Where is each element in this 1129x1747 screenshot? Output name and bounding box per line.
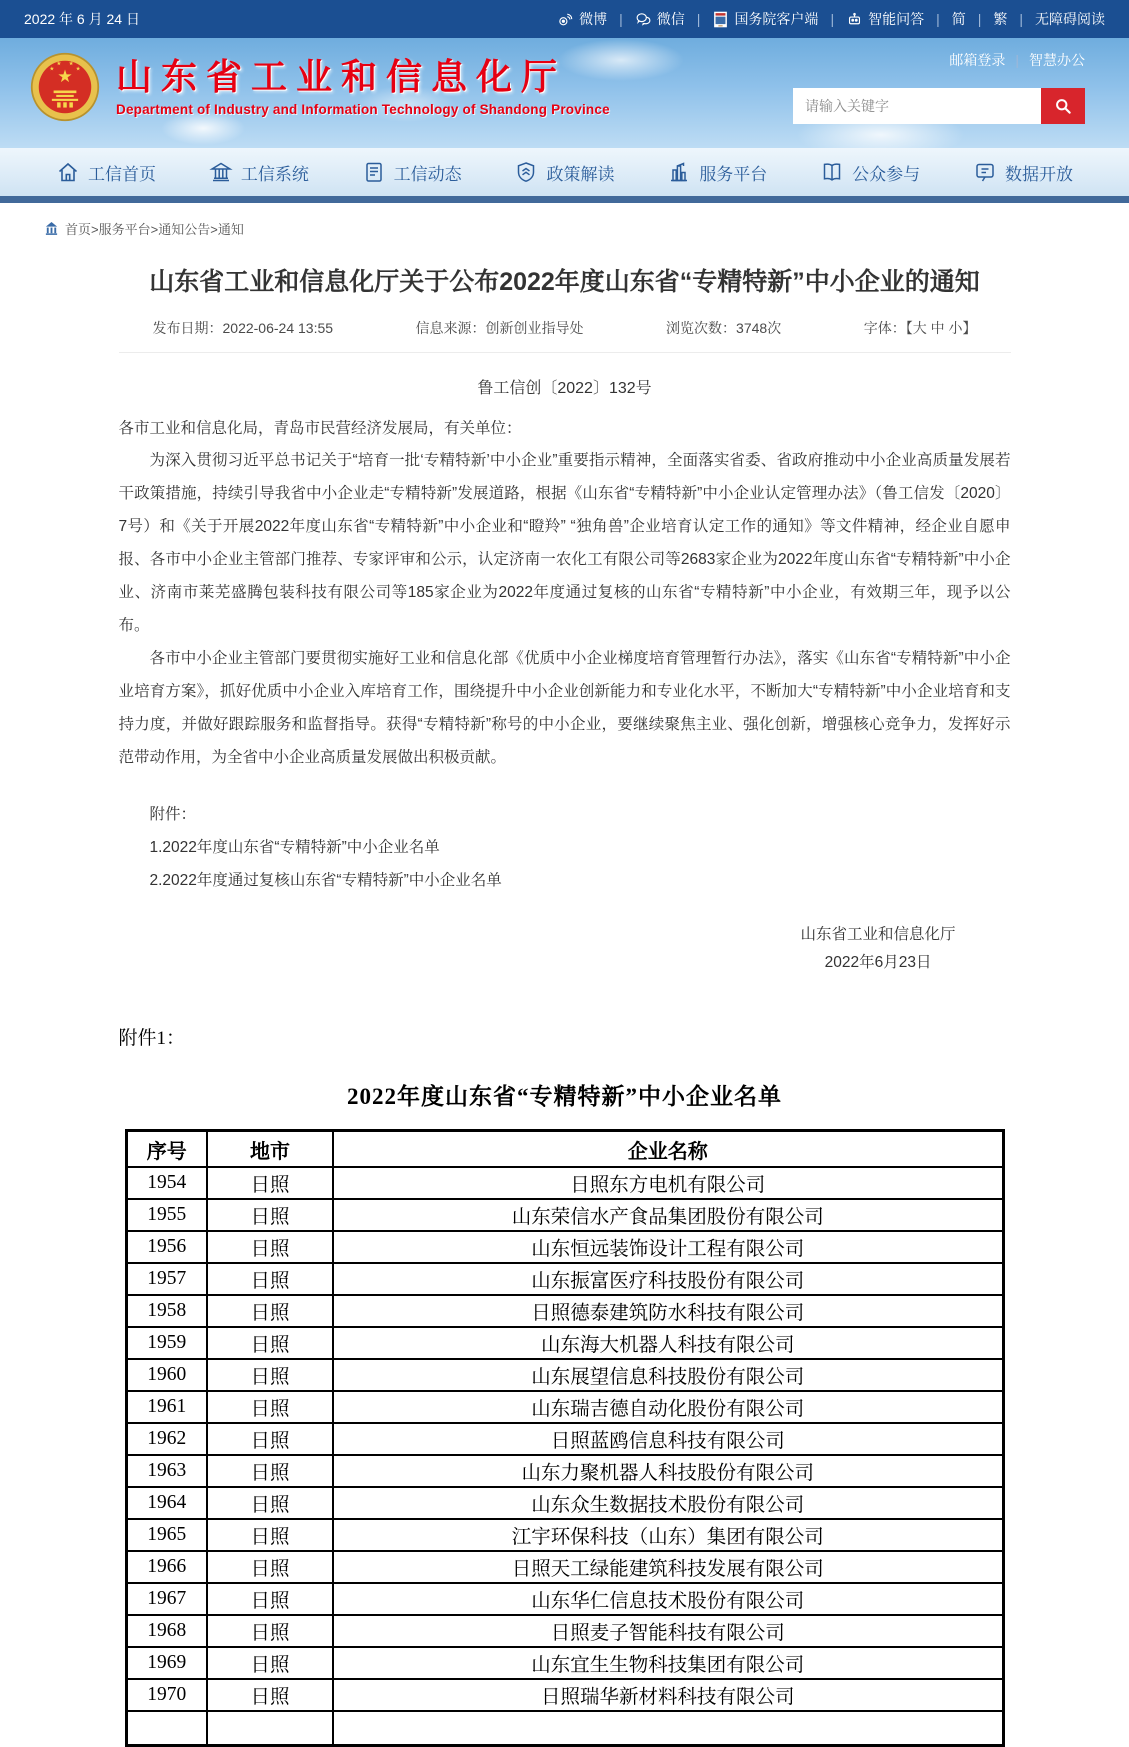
table-header-row	[126, 1131, 1003, 1168]
view-count: 浏览次数：3748次	[666, 320, 782, 336]
breadcrumb	[0, 203, 1129, 238]
bank-icon	[209, 160, 233, 184]
cell-company: 山东恒远装饰设计工程有限公司	[333, 1231, 1003, 1263]
cell-company: 山东荣信水产食品集团股份有限公司	[333, 1199, 1003, 1231]
cell-company: 山东力聚机器人科技股份有限公司	[333, 1455, 1003, 1487]
topbar-link-label: 微博	[579, 11, 608, 27]
separator: |	[1015, 52, 1019, 68]
breadcrumb-separator: >	[210, 222, 218, 237]
breadcrumb-path	[65, 219, 244, 238]
table-row-partial	[126, 1711, 1003, 1746]
site-header	[0, 38, 1129, 148]
national-emblem-logo	[30, 52, 100, 122]
gov-app-icon	[712, 11, 729, 28]
breadcrumb-segment-2[interactable]: 服务平台	[98, 222, 151, 237]
signature-org: 山东省工业和信息化厅	[800, 926, 956, 943]
nav-item-label: 服务平台	[699, 164, 768, 184]
attachment1-table-title: 2022年度山东省“专精特新”中小企业名单	[347, 1084, 782, 1109]
topbar-link-1[interactable]	[557, 9, 607, 29]
table-row	[126, 1167, 1003, 1199]
table-header-cell: 企业名称	[333, 1131, 1003, 1168]
cell-city: 日照	[207, 1263, 333, 1295]
search-input[interactable]	[793, 88, 1041, 124]
table-row	[126, 1199, 1003, 1231]
document-number: 鲁工信创〔2022〕132号	[477, 380, 652, 397]
font-size-switch: 字体：【大 中 小】	[863, 320, 977, 336]
table-row	[126, 1679, 1003, 1711]
breadcrumb-segment-3[interactable]: 通知公告	[158, 222, 211, 237]
cell-city: 日照	[207, 1487, 333, 1519]
wechat-icon	[635, 11, 652, 28]
table-row	[126, 1423, 1003, 1455]
topbar-link-5[interactable]	[952, 9, 966, 29]
cell-city: 日照	[207, 1615, 333, 1647]
addressee-line: 各市工业和信息化局，青岛市民营经济发展局，有关单位：	[118, 420, 522, 437]
main-nav	[0, 148, 1129, 196]
separator: |	[977, 11, 982, 27]
cell-city: 日照	[207, 1199, 333, 1231]
breadcrumb-separator: >	[150, 222, 159, 237]
cell-company: 山东华仁信息技术股份有限公司	[333, 1583, 1003, 1615]
policy-icon	[514, 160, 538, 184]
platform-icon	[667, 160, 691, 184]
cell-no: 1955	[126, 1199, 207, 1231]
cell-company: 日照德泰建筑防水科技有限公司	[333, 1295, 1003, 1327]
nav-item-label: 工信系统	[240, 164, 309, 184]
top-bar	[0, 0, 1129, 38]
nav-item-label: 公众参与	[852, 164, 921, 184]
cell-company: 日照麦子智能科技有限公司	[333, 1615, 1003, 1647]
cell-no: 1965	[126, 1519, 207, 1551]
breadcrumb-segment-4[interactable]: 通知	[217, 222, 244, 237]
nav-item-6[interactable]	[820, 160, 920, 185]
attachment-link-2[interactable]: 2.2022年度通过复核山东省“专精特新”中小企业名单	[149, 872, 502, 889]
nav-item-1[interactable]	[56, 160, 156, 185]
table-header-cell: 序号	[126, 1131, 207, 1168]
cell-city: 日照	[207, 1231, 333, 1263]
topbar-link-label: 国务院客户端	[734, 11, 819, 27]
table-row	[126, 1263, 1003, 1295]
cell-company: 日照蓝鸥信息科技有限公司	[333, 1423, 1003, 1455]
cell-no: 1957	[126, 1263, 207, 1295]
cell-no: 1966	[126, 1551, 207, 1583]
topbar-link-4[interactable]	[846, 9, 924, 29]
brand	[30, 52, 610, 122]
nav-item-2[interactable]	[209, 160, 309, 185]
topbar-link-label: 无障碍阅读	[1035, 11, 1105, 27]
cell-city: 日照	[207, 1647, 333, 1679]
attachment-list	[119, 831, 1011, 897]
nav-divider	[0, 196, 1129, 203]
breadcrumb-home-icon	[44, 221, 59, 236]
cell-city: 日照	[207, 1519, 333, 1551]
separator: |	[619, 11, 623, 27]
nav-item-label: 工信首页	[88, 164, 156, 184]
cell-city: 日照	[207, 1167, 333, 1199]
cell-no: 1962	[126, 1423, 207, 1455]
cell-company: 江宇环保科技（山东）集团有限公司	[333, 1519, 1003, 1551]
cell-city: 日照	[207, 1359, 333, 1391]
news-icon	[362, 160, 386, 184]
nav-item-label: 政策解读	[546, 164, 615, 184]
cell-no: 1968	[126, 1615, 207, 1647]
cell-city: 日照	[207, 1583, 333, 1615]
participation-icon	[820, 160, 844, 184]
publish-date: 发布日期：2022-06-24 13:55	[152, 320, 334, 336]
search-icon	[1053, 96, 1073, 116]
weibo-icon	[557, 11, 574, 28]
table-header-cell: 地市	[207, 1131, 333, 1168]
cell-city: 日照	[207, 1455, 333, 1487]
table-row	[126, 1327, 1003, 1359]
attachments-block	[119, 798, 1011, 897]
robot-icon	[846, 11, 863, 28]
current-date: 2022 年 6 月 24 日	[24, 11, 140, 27]
home-icon	[56, 160, 80, 184]
separator: |	[1019, 11, 1023, 27]
table-row	[126, 1519, 1003, 1551]
cell-city: 日照	[207, 1327, 333, 1359]
cell-city: 日照	[207, 1423, 333, 1455]
separator: |	[696, 11, 701, 27]
topbar-link-label: 简	[951, 11, 966, 27]
cell-company: 山东振富医疗科技股份有限公司	[333, 1263, 1003, 1295]
cell-city: 日照	[207, 1295, 333, 1327]
attachment1-label: 附件1：	[118, 1028, 186, 1049]
body-paragraph-2: 各市中小企业主管部门要贯彻实施好工业和信息化部《优质中小企业梯度培育管理暂行办法》，落实《山东省“专精特新”中小企业培育方案》，抓好优质中小企业入库培育工作，围绕提升中小企业创新能力和专业化水平，不断加大“专精特新”中小企业培育和支持力度，并做好跟踪服务和监督指导。获得“专精特新”称号的中小企业，要继续聚焦主业、强化创新，增强核心竞争力，发挥好示范带动作用，为全省中小企业高质量发展做出积极贡献。	[118, 650, 1011, 766]
nav-item-label: 工信动态	[393, 164, 462, 184]
article	[119, 262, 1011, 1747]
cell-company: 山东宜生生物科技集团有限公司	[333, 1647, 1003, 1679]
table-row	[126, 1615, 1003, 1647]
table-row	[126, 1583, 1003, 1615]
table-row	[126, 1391, 1003, 1423]
info-source: 信息来源：创新创业指导处	[415, 320, 584, 336]
site-title: 山东省工业和信息化厅	[116, 55, 567, 97]
article-body	[119, 444, 1011, 774]
font-size-options[interactable]: 【大 中 小】	[905, 320, 977, 336]
cell-no: 1967	[126, 1583, 207, 1615]
table-row	[126, 1455, 1003, 1487]
table-row	[126, 1487, 1003, 1519]
signature-date: 2022年6月23日	[824, 954, 932, 971]
search-button[interactable]	[1041, 88, 1085, 124]
table-row	[126, 1295, 1003, 1327]
nav-item-5[interactable]	[667, 160, 767, 185]
topbar-link-label: 智能问答	[868, 11, 925, 27]
cell-no: 1956	[126, 1231, 207, 1263]
nav-item-4[interactable]	[514, 160, 614, 185]
cell-no: 1961	[126, 1391, 207, 1423]
table-row	[126, 1359, 1003, 1391]
data-icon	[973, 160, 997, 184]
header-quick-links	[793, 50, 1085, 70]
nav-item-label: 数据开放	[1004, 164, 1073, 184]
cell-city: 日照	[207, 1679, 333, 1711]
cell-no: 1959	[126, 1327, 207, 1359]
topbar-link-6[interactable]	[993, 9, 1007, 29]
cell-company: 日照瑞华新材料科技有限公司	[333, 1679, 1003, 1711]
cell-no: 1963	[126, 1455, 207, 1487]
cell-no: 1960	[126, 1359, 207, 1391]
signature-block	[119, 921, 1011, 977]
topbar-link-3[interactable]	[712, 9, 818, 29]
company-table	[125, 1129, 1005, 1747]
article-meta	[119, 318, 1011, 353]
cell-company: 山东众生数据技术股份有限公司	[333, 1487, 1003, 1519]
table-row	[126, 1647, 1003, 1679]
topbar-link-2[interactable]	[635, 9, 685, 29]
cell-company: 日照天工绿能建筑科技发展有限公司	[333, 1551, 1003, 1583]
cell-company: 山东瑞吉德自动化股份有限公司	[333, 1391, 1003, 1423]
nav-item-7[interactable]	[973, 160, 1073, 185]
separator: |	[830, 11, 835, 27]
page-title: 山东省工业和信息化厅关于公布2022年度山东省“专精特新”中小企业的通知	[149, 268, 980, 296]
breadcrumb-segment-1[interactable]: 首页	[65, 222, 92, 237]
separator: |	[936, 11, 940, 27]
cell-company: 山东海大机器人科技有限公司	[333, 1327, 1003, 1359]
cell-company: 山东展望信息科技股份有限公司	[333, 1359, 1003, 1391]
site-subtitle: Department of Industry and Information Technology of Shandong Province	[116, 102, 610, 118]
attachment-link-1[interactable]: 1.2022年度山东省“专精特新”中小企业名单	[149, 839, 440, 856]
topbar-link-label: 微信	[656, 11, 685, 27]
quick-link-1[interactable]: 邮箱登录	[949, 52, 1006, 68]
search-box	[793, 88, 1085, 124]
cell-no: 1970	[126, 1679, 207, 1711]
topbar-links	[557, 9, 1105, 29]
cell-no: 1964	[126, 1487, 207, 1519]
cell-city: 日照	[207, 1551, 333, 1583]
cell-company: 日照东方电机有限公司	[333, 1167, 1003, 1199]
attachments-label: 附件：	[149, 806, 197, 823]
cell-city: 日照	[207, 1391, 333, 1423]
cell-no: 1958	[126, 1295, 207, 1327]
table-row	[126, 1231, 1003, 1263]
quick-link-2[interactable]: 智慧办公	[1029, 52, 1085, 68]
body-paragraph-1: 为深入贯彻习近平总书记关于“培育一批‘专精特新’中小企业”重要指示精神，全面落实省委、省政府推动中小企业高质量发展若干政策措施，持续引导我省中小企业走“专精特新”发展道路，根据《山东省“专精特新”中小企业认定管理办法》（鲁工信发〔2020〕7号）和《关于开展2022年度山东省“专精特新”中小企业和“瞪羚” “独角兽”企业培育认定工作的通知》等文件精神，经企业自愿申报、各市中小企业主管部门推荐、专家评审和公示，认定济南一农化工有限公司等2683家企业为2022年度山东省“专精特新”中小企业、济南市莱芜盛腾包装科技有限公司等185家企业为2022年度通过复核的山东省“专精特新”中小企业，有效期三年，现予以公布。	[118, 452, 1011, 634]
topbar-link-label: 繁	[993, 11, 1008, 27]
cell-no: 1969	[126, 1647, 207, 1679]
table-row	[126, 1551, 1003, 1583]
breadcrumb-separator: >	[91, 222, 99, 237]
nav-item-3[interactable]	[362, 160, 462, 185]
topbar-link-7[interactable]	[1035, 9, 1105, 29]
cell-no: 1954	[126, 1167, 207, 1199]
